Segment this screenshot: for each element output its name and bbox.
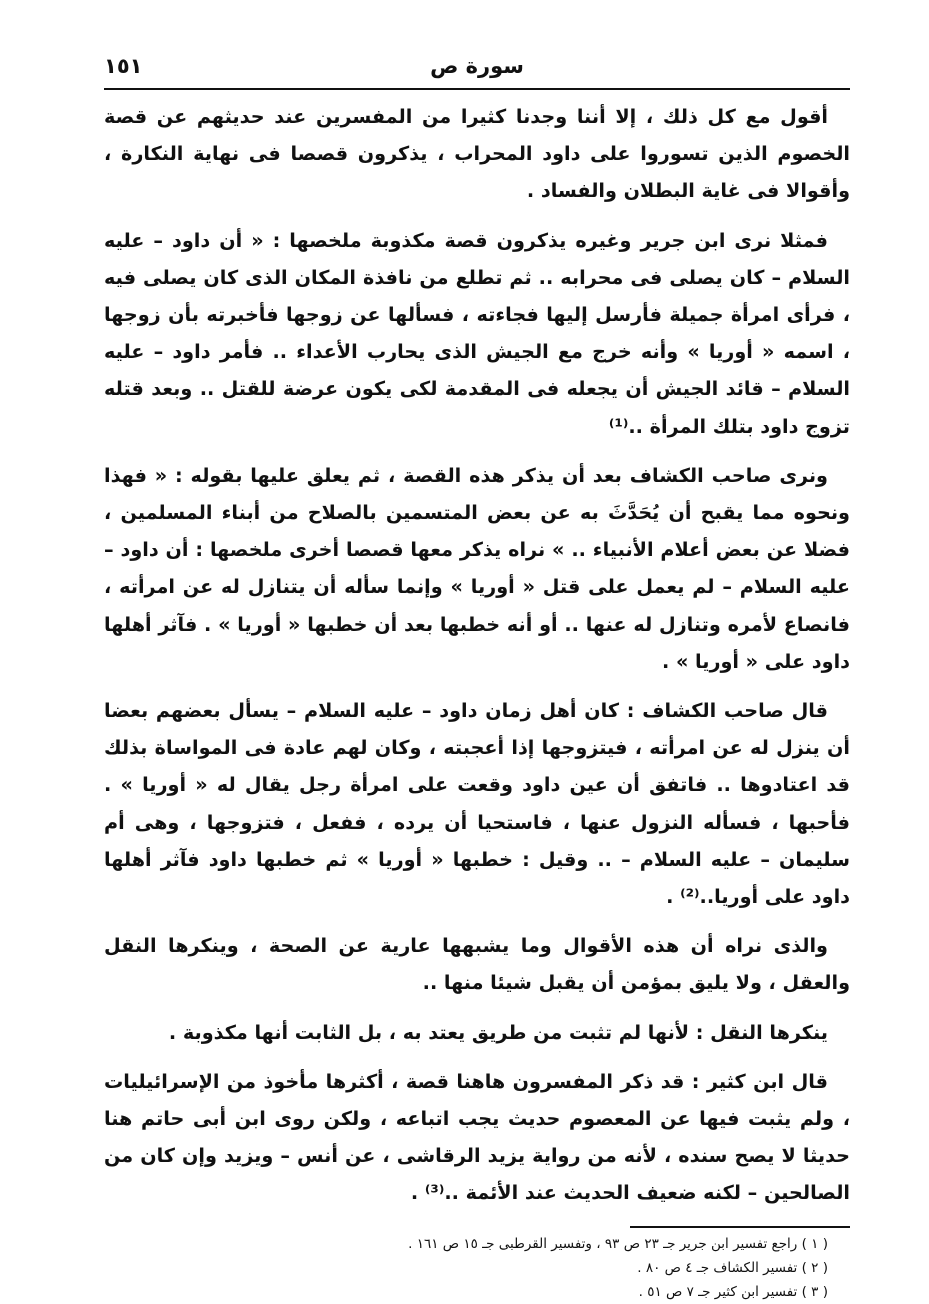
- footnotes: [104, 1232, 850, 1304]
- paragraph: ينكرها النقل : لأنها لم تثبت من طريق يعتد به ، بل الثابت أنها مكذوبة .: [168, 1020, 828, 1044]
- paragraph: ونرى صاحب الكشاف بعد أن يذكر هذه القصة ، ثم يعلق عليها بقوله : « فهذا ونحوه مما يقبح أن يُحَدَّثَ به عن بعض المتسمين بالصلاح من أبناء المسلمين ، فضلا عن بعض أعلام الأنبياء .. » نراه يذكر معها قصصا أخرى ملخصها : أن داود – عليه السلام – لم يعمل على قتل « أوريا » وإنما سأله أن يتنازل له عن امرأته ، فانصاع لأمره وتنازل له عنها .. أو أنه خطبها بعد أن خطبها « أوريا » . فآثر أهلها داود على « أوريا » .: [104, 463, 850, 673]
- footnote-rule: [630, 1226, 850, 1228]
- footnote: ( ٣ ) تفسير ابن كثير جـ ٧ ص ٥١ .: [638, 1283, 828, 1300]
- main-text: [104, 98, 850, 1212]
- page-header: [104, 48, 850, 88]
- paragraph: قال ابن كثير : قد ذكر المفسرون هاهنا قصة ، أكثرها مأخوذ من الإسرائيليات ، ولم يثبت فيها عن المعصوم حديث يجب اتباعه ، ولكن روى ابن أبى حاتم هنا حديثا لا يصح سنده ، لأنه من رواية يزيد الرقاشى ، عن أنس – ويزيد وإن كان من الصالحين – لكنه ضعيف الحديث عند الأئمة ..⁽³⁾ .: [104, 1069, 850, 1205]
- paragraph: فمثلا نرى ابن جرير وغيره يذكرون قصة مكذوبة ملخصها : « أن داود – عليه السلام – كان يصلى فى محرابه .. ثم تطلع من نافذة المكان الذى كان يصلى فيه ، فرأى امرأة جميلة فأرسل إليها فجاءته ، فسألها عن زوجها فأخبرته بأن زوجها ، اسمه « أوريا » وأنه خرج مع الجيش الذى يحارب الأعداء .. فأمر داود – عليه السلام – قائد الجيش أن يجعله فى المقدمة لكى يكون عرضة للقتل .. وبعد قتله تزوج داود بتلك المرأة ..⁽¹⁾: [104, 228, 850, 438]
- header-rule: [104, 88, 850, 90]
- paragraph: والذى نراه أن هذه الأقوال وما يشبهها عارية عن الصحة ، وينكرها النقل والعقل ، ولا يليق بمؤمن أن يقبل شيئا منها ..: [104, 934, 850, 995]
- surah-title: سورة ص: [430, 54, 524, 78]
- paragraph: قال صاحب الكشاف : كان أهل زمان داود – عليه السلام – يسأل بعضهم بعضا أن ينزل له عن امرأته ، فيتزوجها إذا أعجبته ، وكان لهم عادة فى المواساة بذلك قد اعتادوها .. فاتفق أن عين داود وقعت على امرأة رجل يقال له « أوريا » . فأحبها ، فسأله النزول عنها ، فاستحيا أن يرده ، ففعل ، فتزوجها ، وهى أم سليمان – عليه السلام – .. وقيل : خطبها « أوريا » ثم خطبها داود فآثر أهلها داود على أوريا..⁽²⁾ .: [104, 699, 850, 909]
- page-number: ١٥١: [104, 54, 143, 78]
- paragraph: أقول مع كل ذلك ، إلا أننا وجدنا كثيرا من المفسرين عند حديثهم عن قصة الخصوم الذين تسوروا على داود المحراب ، يذكرون قصصا فى نهاية النكارة ، وأقوالا فى غاية البطلان والفساد .: [104, 105, 850, 203]
- book-page: [104, 48, 850, 1300]
- footnote: ( ١ ) راجع تفسير ابن جرير جـ ٢٣ ص ٩٣ ، وتفسير القرطبى جـ ١٥ ص ١٦١ .: [408, 1235, 828, 1252]
- footnote: ( ٢ ) تفسير الكشاف جـ ٤ ص ٨٠ .: [637, 1259, 828, 1276]
